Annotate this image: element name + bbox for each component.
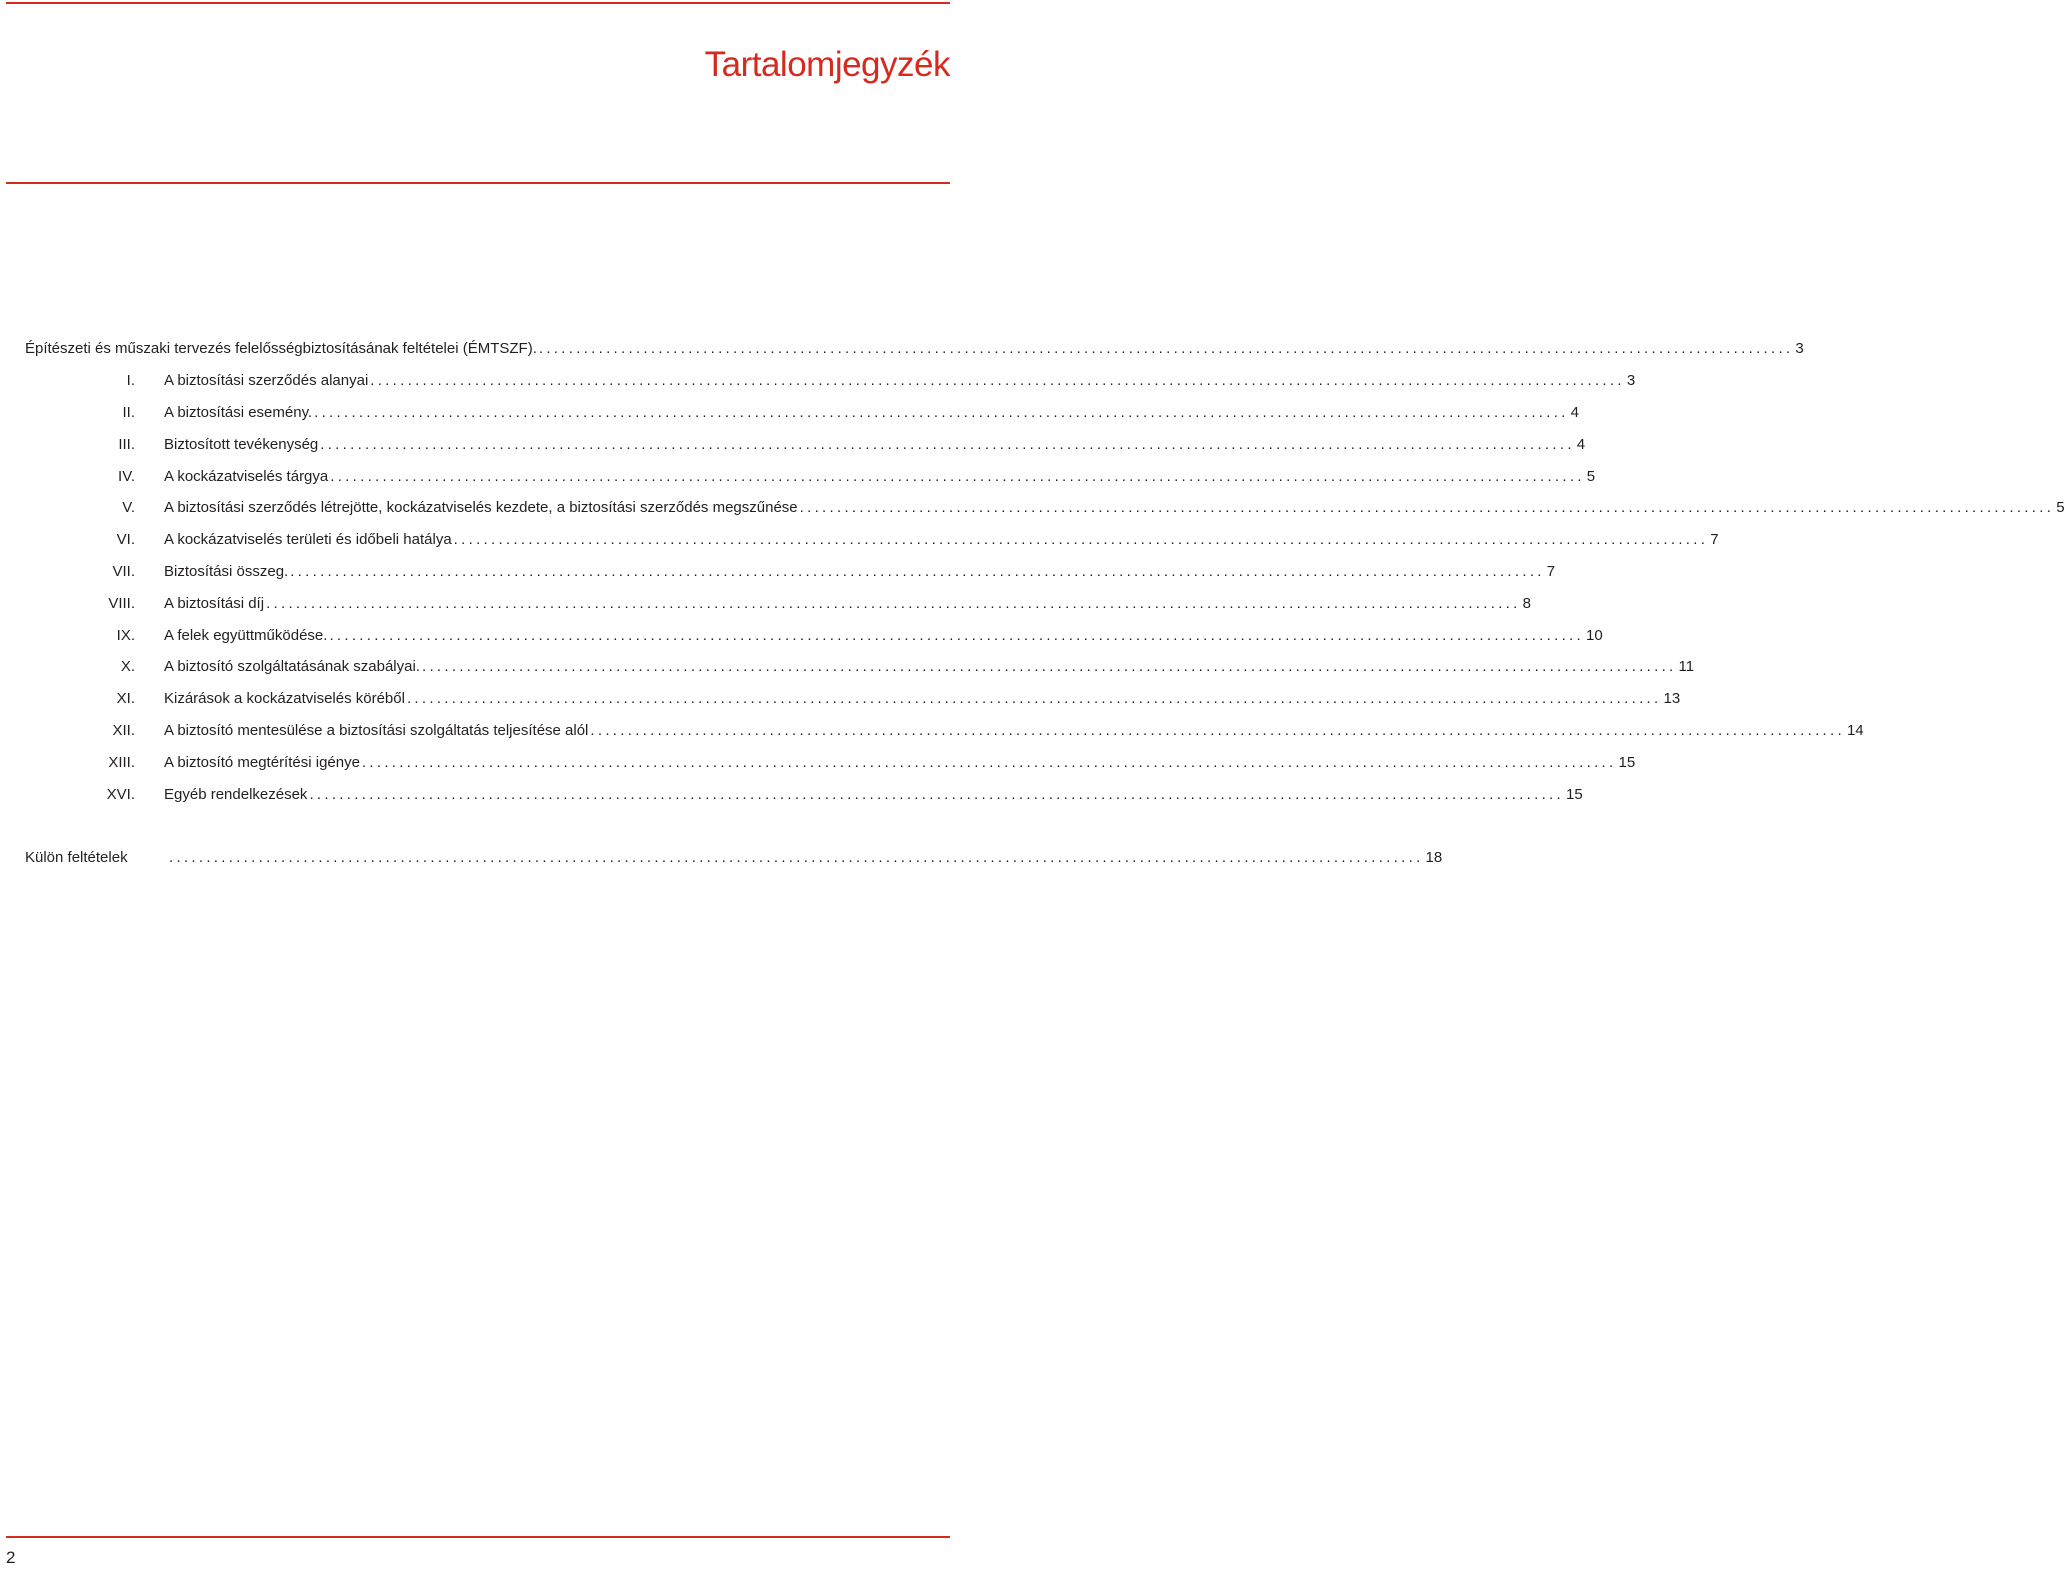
toc-entry-number: V. (122, 499, 135, 517)
footer-rule (6, 1536, 950, 1538)
page-title: Tartalomjegyzék (704, 45, 950, 85)
dot-leader: ........................................................................................................................................................................ (538, 340, 1794, 358)
toc-entry-page: 10 (1585, 626, 1603, 644)
toc-entry[interactable] (25, 746, 1636, 778)
toc-entry-number: VII. (112, 562, 135, 580)
toc-entry-label: A kockázatviselés területi és időbeli hatálya (164, 531, 452, 549)
dot-leader: ........................................................................................................................................................................ (421, 658, 1677, 676)
toc-entry-page: 15 (1565, 785, 1583, 803)
toc-entry-page: 5 (1586, 467, 1596, 485)
toc-entry[interactable] (25, 651, 1695, 683)
toc-entry-label: Külön feltételek (25, 849, 128, 867)
toc-entry-number: III. (118, 435, 135, 453)
table-of-contents (25, 333, 2065, 874)
dot-leader: ........................................................................................................................................................................ (330, 467, 1585, 485)
toc-entry-number: XIII. (108, 753, 135, 771)
dot-leader: ........................................................................................................................................................................ (406, 690, 1662, 708)
toc-entry-label: Biztosítási összeg. (164, 562, 289, 580)
toc-entry[interactable] (25, 683, 1681, 715)
toc-entry[interactable] (25, 524, 1719, 556)
toc-entry-page: 15 (1618, 753, 1636, 771)
toc-entry-label: A felek együttműködése. (164, 626, 328, 644)
toc-entry-number: II. (122, 403, 135, 421)
toc-entry[interactable] (25, 397, 1580, 429)
dot-leader: ........................................................................................................................................................................ (309, 785, 1564, 803)
toc-entry-label: Biztosított tevékenység (164, 435, 319, 453)
toc-entry[interactable] (25, 778, 1583, 810)
toc-entry-page: 7 (1546, 562, 1556, 580)
toc-entry-page: 4 (1576, 435, 1586, 453)
toc-entry-number: I. (126, 372, 135, 390)
toc-entry-number: XI. (116, 690, 135, 708)
dot-leader: ........................................................................................................................................................................ (314, 403, 1569, 421)
toc-entry-number: XII. (112, 721, 135, 739)
toc-entry-page: 18 (1425, 849, 1443, 867)
dot-leader: ........................................................................................................................................................................ (329, 626, 1584, 644)
toc-entry-label: A kockázatviselés tárgya (164, 467, 329, 485)
dot-leader: ........................................................................................................................................................................ (320, 435, 1575, 453)
toc-entry-label: A biztosító szolgáltatásának szabályai. (164, 658, 420, 676)
toc-entry-number: IV. (118, 467, 135, 485)
toc-entry-label: A biztosítási esemény. (164, 403, 313, 421)
toc-entry-page: 8 (1522, 594, 1531, 612)
toc-entry[interactable] (25, 715, 1864, 747)
toc-entry-label: A biztosító megtérítési igénye (164, 753, 360, 771)
dot-leader: ........................................................................................................................................................................ (799, 499, 2055, 517)
dot-leader: ........................................................................................................................................................................ (290, 562, 1545, 580)
toc-entry-page: 11 (1678, 658, 1695, 676)
toc-entry-label: A biztosító mentesülése a biztosítási szolgáltatás teljesítése alól (164, 721, 589, 739)
toc-entry-page: 5 (2056, 499, 2065, 517)
toc-entry[interactable] (25, 460, 1596, 492)
toc-entry-number: VIII. (108, 594, 135, 612)
toc-entry-page: 3 (1795, 340, 1804, 358)
toc-entry-page: 14 (1846, 721, 1864, 739)
dot-leader: ........................................................................................................................................................................ (590, 721, 1845, 739)
toc-entry-number: VI. (116, 531, 135, 549)
toc-entry-extra[interactable] (25, 842, 1443, 874)
header-rule (6, 182, 950, 184)
toc-entry-number: XVI. (106, 785, 135, 803)
page-number: 2 (6, 1548, 16, 1567)
toc-entry-label: A biztosítási díj (164, 594, 265, 612)
toc-entry-page: 7 (1710, 531, 1719, 549)
toc-entry-label: Építészeti és műszaki tervezés felelősségbiztosításának feltételei (ÉMTSZF). (25, 340, 537, 358)
toc-entry[interactable] (25, 365, 1636, 397)
toc-entry-main[interactable] (25, 333, 1804, 365)
toc-entry[interactable] (25, 556, 1556, 588)
dot-leader: ........................................................................................................................................................................ (453, 531, 1709, 549)
toc-entry-label: A biztosítási szerződés létrejötte, kockázatviselés kezdete, a biztosítási szerződés megszűnése (164, 499, 798, 517)
toc-entry-page: 4 (1570, 403, 1580, 421)
toc-entry[interactable] (25, 619, 1603, 651)
toc-entry-label: Kizárások a kockázatviselés köréből (164, 690, 405, 708)
top-rule (6, 2, 950, 4)
dot-leader: ........................................................................................................................................................................ (266, 594, 1521, 612)
toc-entry-number: X. (120, 658, 135, 676)
toc-entry-label: Egyéb rendelkezések (164, 785, 308, 803)
dot-leader: ........................................................................................................................................................................ (370, 372, 1625, 390)
toc-entry[interactable] (25, 428, 1586, 460)
toc-entry-page: 3 (1626, 372, 1636, 390)
toc-entry[interactable] (25, 492, 2065, 524)
dot-leader: ........................................................................................................................................................................ (169, 849, 1424, 867)
toc-entry[interactable] (25, 587, 1531, 619)
toc-entry-page: 13 (1663, 690, 1681, 708)
dot-leader: ........................................................................................................................................................................ (361, 753, 1617, 771)
toc-entry-number: IX. (116, 626, 135, 644)
toc-entry-label: A biztosítási szerződés alanyai (164, 372, 369, 390)
